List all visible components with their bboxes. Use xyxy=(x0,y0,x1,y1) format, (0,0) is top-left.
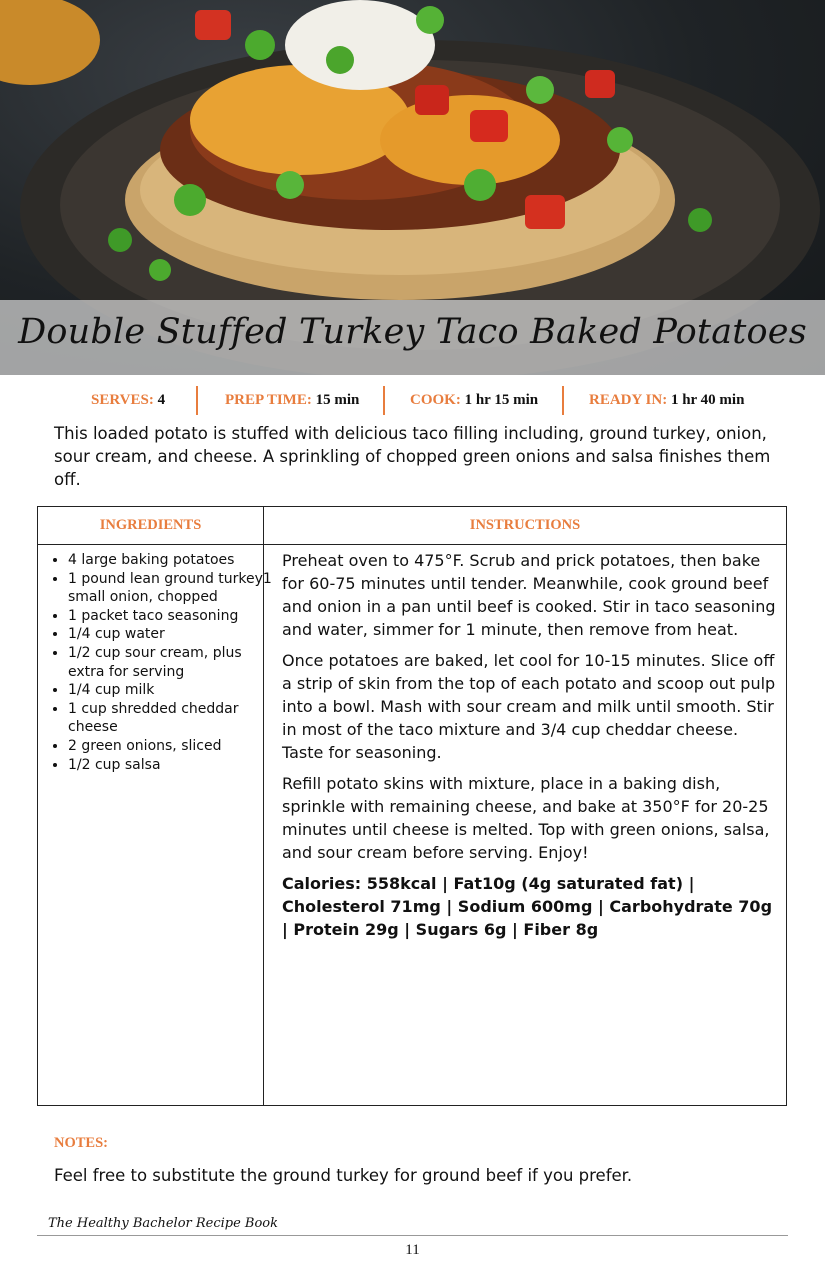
ingredient-item: • 1/2 cup salsa xyxy=(68,756,278,775)
serves-label: SERVES: xyxy=(91,392,154,408)
ingredient-item: • 2 green onions, sliced xyxy=(68,737,278,756)
cook-time-info xyxy=(410,392,538,409)
ingredient-item: • 1 cup shredded cheddar cheese xyxy=(68,700,278,737)
ingredient-item: • 1 packet taco seasoning xyxy=(68,607,278,626)
ready-in-info xyxy=(589,392,744,409)
ingredients-list xyxy=(46,551,278,774)
prep-time-label: PREP TIME: xyxy=(225,392,312,408)
meta-divider xyxy=(383,386,385,415)
recipe-title: Double Stuffed Turkey Taco Baked Potatoes xyxy=(18,312,807,352)
notes-label: NOTES: xyxy=(54,1135,108,1151)
cook-time-label: COOK: xyxy=(410,392,461,408)
ready-in-label: READY IN: xyxy=(589,392,668,408)
prep-time-value: 15 min xyxy=(315,392,360,408)
book-title: The Healthy Bachelor Recipe Book xyxy=(48,1216,279,1231)
instruction-step: Once potatoes are baked, let cool for 10-15 minutes. Slice off a strip of skin from the top of each potato and scoop out pulp into a bowl. Mash with sour cream and milk until smooth. Stir in most of the taco mixture and 3/4 cup cheddar cheese. Taste for seasoning. xyxy=(282,651,776,762)
cook-time-value: 1 hr 15 min xyxy=(464,392,539,408)
recipe-table xyxy=(37,506,787,1106)
ingredient-item: • 1 pound lean ground turkey1 small onion, chopped xyxy=(68,570,278,607)
meta-divider xyxy=(196,386,198,415)
nutrition-facts: Calories: 558kcal | Fat10g (4g saturated fat) | Cholesterol 71mg | Sodium 600mg | Carbohydrate 70g | Protein 29g | Sugars 6g | Fiber 8g xyxy=(282,874,773,939)
notes-text: Feel free to substitute the ground turkey for ground beef if you prefer. xyxy=(54,1166,633,1185)
ingredient-item: • 4 large baking potatoes xyxy=(68,551,278,570)
instruction-step: Preheat oven to 475°F. Scrub and prick potatoes, then bake for 60-75 minutes until tender. Meanwhile, cook ground beef and onion in a pan until beef is cooked. Stir in taco seasoning and water, simmer for 1 minute, then remove from heat. xyxy=(282,551,776,639)
ingredient-item: • 1/2 cup sour cream, plus extra for serving xyxy=(68,644,278,681)
serves-info xyxy=(91,392,165,409)
recipe-meta-row xyxy=(0,386,825,416)
ingredient-item: • 1/4 cup milk xyxy=(68,681,278,700)
instructions-header: INSTRUCTIONS xyxy=(264,507,786,545)
prep-time-info xyxy=(225,392,359,409)
page-number: 11 xyxy=(405,1242,420,1258)
ingredients-header: INGREDIENTS xyxy=(38,507,263,545)
footer-divider xyxy=(37,1235,788,1236)
ready-in-value: 1 hr 40 min xyxy=(670,392,745,408)
ingredient-item: • 1/4 cup water xyxy=(68,625,278,644)
meta-divider xyxy=(562,386,564,415)
serves-value: 4 xyxy=(157,392,166,408)
instructions-body xyxy=(282,549,778,949)
instruction-step: Refill potato skins with mixture, place in a baking dish, sprinkle with remaining cheese, and bake at 350°F for 20-25 minutes until cheese is melted. Top with green onions, salsa, and sour cream before serving. Enjoy! xyxy=(282,774,770,862)
recipe-intro: This loaded potato is stuffed with delicious taco filling including, ground turkey, onion, sour cream, and cheese. A sprinkling of chopped green onions and salsa finishes them off. xyxy=(54,424,771,489)
